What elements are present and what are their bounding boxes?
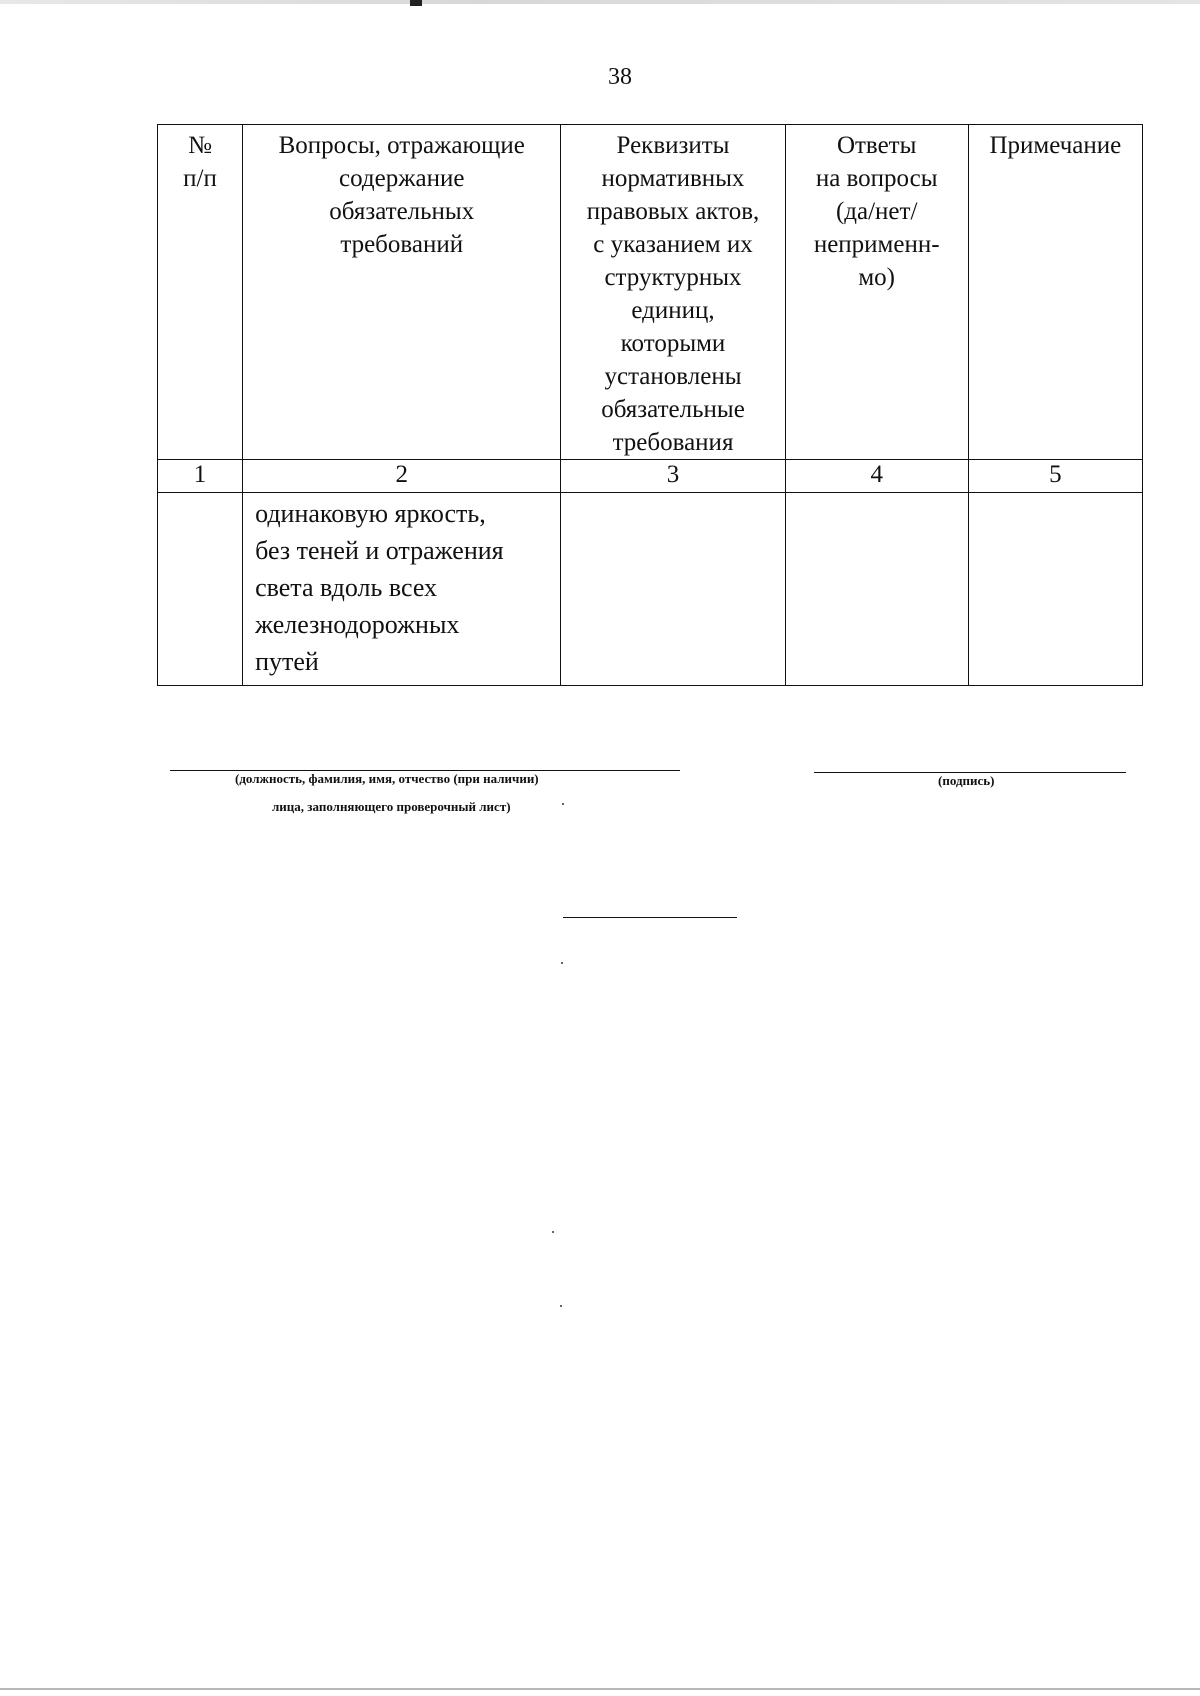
- signature-caption: (подпись): [938, 773, 995, 788]
- scan-speck: [552, 1231, 554, 1233]
- table-header-row: [158, 125, 1143, 460]
- scan-speck: [561, 962, 563, 964]
- header-note-text: Примечание: [989, 132, 1122, 159]
- row-answer-cell: [785, 493, 968, 686]
- row-note-cell: [968, 493, 1142, 686]
- column-number-row: [158, 460, 1143, 493]
- scan-speck: [560, 1305, 562, 1307]
- header-requisites: [561, 125, 785, 460]
- column-number: 1: [158, 460, 243, 493]
- name-caption-line2: лица, заполняющего проверочный лист): [272, 799, 511, 814]
- row-question-text: одинаковую яркость, без теней и отражения света вдоль всех железнодорожных путей: [255, 499, 504, 676]
- header-answers-text: Ответы на вопросы (да/нет/ неприменн- мо): [813, 132, 940, 291]
- row-number-cell: [158, 493, 243, 686]
- page-number: 38: [608, 64, 632, 90]
- header-answers: [785, 125, 968, 460]
- checklist-table: [157, 124, 1143, 686]
- scan-edge-top: [0, 0, 1200, 4]
- column-number: 3: [561, 460, 785, 493]
- header-number-text: № п/п: [183, 132, 217, 192]
- column-number: 4: [785, 460, 968, 493]
- header-questions: [243, 125, 561, 460]
- name-caption-line1: (должность, фамилия, имя, отчество (при наличии): [235, 771, 539, 786]
- scan-speck: [562, 803, 564, 805]
- row-requisites-cell: [561, 493, 785, 686]
- row-question-cell: [243, 493, 561, 686]
- header-note: [968, 125, 1142, 460]
- table-row: [158, 493, 1143, 686]
- end-separator-line: [563, 917, 737, 918]
- column-number: 2: [243, 460, 561, 493]
- scan-edge-bottom: [0, 1688, 1200, 1690]
- column-number: 5: [968, 460, 1142, 493]
- scan-artifact: [410, 0, 422, 6]
- header-requisites-text: Реквизиты нормативных правовых актов, с указанием их структурных единиц, которыми установлены обязательные требования: [586, 132, 760, 456]
- header-questions-text: Вопросы, отражающие содержание обязательных требований: [278, 132, 525, 258]
- header-number: [158, 125, 243, 460]
